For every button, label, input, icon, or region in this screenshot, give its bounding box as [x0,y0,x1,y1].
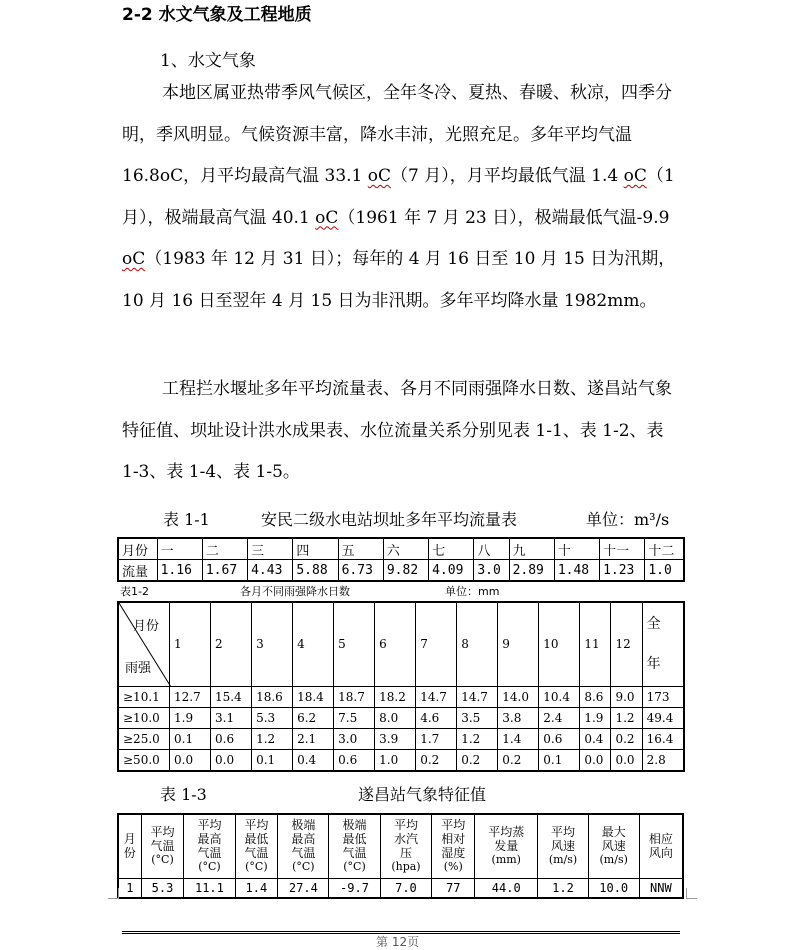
table2-cell: 1.2 [252,728,293,749]
table2-cell: 1.7 [416,728,457,749]
table1-flow: 1.0 [645,560,684,582]
table2-cell: 1.2 [611,707,642,728]
table2-cell: 0.6 [334,749,375,771]
table2-cell: 0.1 [252,749,293,771]
table2-cell: 0.0 [170,749,211,771]
table2-cell: 1.2 [457,728,498,749]
table-row [118,728,684,749]
table1-flow: 5.88 [293,560,338,582]
table2-total: 49.4 [642,707,684,728]
table2-month: 10 [539,602,580,686]
table2-cell: 1.9 [580,707,611,728]
table2-cell: 0.4 [293,749,334,771]
table3-header-line: 发量 [494,839,519,854]
subsection-title: 1、水文气象 [160,51,256,71]
table2-cell: 9.0 [611,686,642,707]
table1-flow-row [118,560,684,582]
table3-header-cell [235,814,278,878]
table3-header-cell [329,814,380,878]
table3-header-line: (°C) [343,860,366,874]
table3-header-line: 平均 [197,818,222,833]
table2-cell: 5.3 [252,707,293,728]
table3-header-line: 最大 [601,825,626,840]
table3-cell: 10.0 [588,878,639,898]
table2-total: 173 [642,686,684,707]
table2-cell: 0.1 [539,749,580,771]
table2-cell: 0.0 [580,749,611,771]
table1-month: 二 [202,538,247,560]
table1-month: 九 [509,538,554,560]
table3-header-line: 最高 [197,832,222,847]
table3-header-row [118,814,683,878]
table1-month: 六 [383,538,428,560]
table1-label-month: 月份 [118,538,157,560]
table2-month: 3 [252,602,293,686]
table3-header-line: 平均 [393,818,418,833]
table3-header-line: (hpa) [391,860,421,874]
table2-cell: 15.4 [211,686,252,707]
table3-cell: 11.1 [184,878,235,898]
table1-month: 十一 [600,538,645,560]
table3-cell: 1.2 [538,878,588,898]
table3-header-line: (°C) [245,860,268,874]
table1-month: 一 [157,538,202,560]
table2-cell: 1.9 [170,707,211,728]
table3-weather [117,813,684,899]
table2-row-label: ≥10.0 [118,707,170,728]
table3-header-line: 平均 [150,825,175,840]
table2-cell: 0.0 [211,749,252,771]
table2-cell: 0.2 [416,749,457,771]
table3-header-line: 相对 [441,832,466,847]
table2-cell: 14.0 [498,686,539,707]
table1-flow: 4.43 [248,560,293,582]
table3-header-line: 极端 [291,818,316,833]
table2-cell: 0.6 [211,728,252,749]
table3-header-line: 平均蒸 [488,825,525,840]
table2-cell: 4.6 [416,707,457,728]
table1-flow: 4.09 [429,560,474,582]
table3-header-cell [380,814,432,878]
table2-cell: 18.7 [334,686,375,707]
table3-header-cell [278,814,329,878]
table3-header-line: 水汽 [393,832,418,847]
table1-flow [117,537,685,582]
corner-mark [686,888,697,899]
table2-total: 2.8 [642,749,684,771]
table1-month: 十 [554,538,599,560]
table3-cell: 1.4 [235,878,278,898]
table3-header-line: 平均 [244,818,269,833]
paragraph-tables-intro: 工程拦水堰址多年平均流量表、各月不同雨强降水日数、遂昌站气象特征值、坝址设计洪水成果表、水位流量关系分别见表 1-1、表 1-2、表 1-3、表 1-4、表 1-5。 [122,379,672,482]
table3-cell: 44.0 [475,878,538,898]
table3-header-cell [475,814,538,878]
table2-cell: 14.7 [416,686,457,707]
table1-month: 八 [474,538,509,560]
table3-header-line: 最高 [291,832,316,847]
table1-flow: 1.48 [554,560,599,582]
table2-cell: 0.2 [611,728,642,749]
table2-cell: 12.7 [170,686,211,707]
table3-header-line: 相应 [648,832,673,847]
table3-header-line: 压 [399,846,412,861]
table-row [118,686,684,707]
table-row [118,707,684,728]
table2-cell: 7.5 [334,707,375,728]
table2-month: 2 [211,602,252,686]
table1-caption-title: 安民二级水电站坝址多年平均流量表 [261,510,518,529]
table3-header-line: 风速 [551,839,576,854]
table2-cell: 0.4 [580,728,611,749]
table2-cell: 0.2 [457,749,498,771]
table2-cell: 8.6 [580,686,611,707]
table3-header-line: (°C) [151,853,174,867]
table1-flow: 3.0 [474,560,509,582]
table3-header-line: 平均 [441,818,466,833]
table1-flow: 1.16 [157,560,202,582]
page-number: 第 12页 [376,935,420,949]
table2-cell: 18.2 [375,686,416,707]
table2-cell: 1.0 [375,749,416,771]
table2-cell: 0.1 [170,728,211,749]
table2-corner-cell [118,602,170,686]
table3-cell: -9.7 [329,878,380,898]
table3-header-line: (m/s) [599,853,628,867]
table1-month: 七 [429,538,474,560]
table3-header-line: (mm) [491,853,521,867]
table3-header-line: 最低 [244,832,269,847]
table2-month: 8 [457,602,498,686]
table2-cell: 18.4 [293,686,334,707]
table3-header-cell [538,814,588,878]
table2-row-label: ≥25.0 [118,728,170,749]
table3-header-line: 风速 [601,839,626,854]
table3-cell: 27.4 [278,878,329,898]
table2-total-2: 年 [646,656,661,673]
table3-header-line: 气温 [342,846,367,861]
table2-month: 12 [611,602,642,686]
table1-flow: 1.23 [600,560,645,582]
table1-caption-no: 表 1-1 [163,510,210,529]
table1-flow: 9.82 [383,560,428,582]
table2-total: 16.4 [642,728,684,749]
table3-header-cell [141,814,184,878]
paragraph-climate: 本地区属亚热带季风气候区，全年冬冷、夏热、春暖、秋凉，四季分明，季风明显。气候资源丰富，降水丰沛，光照充足。多年平均气温 16.8oC，月平均最高气温 33.1 oC（7 月），月平均最低气温 1.4 oC（1 月），极端最高气温 40.1 oC（1961 年 7 月 23 日），极端最低气温-9.9 oC（1983 年 12 月 31 日）；每年的 4 月 16 日至 10 月 15 日为汛期，10 月 16 日至翌年 4 月 15 日为非汛期。多年平均降水量 1982mm。 [122,83,676,311]
table2-caption-unit: 单位：mm [445,585,500,598]
table3-header-line: (m/s) [548,853,578,867]
table2-month: 11 [580,602,611,686]
table1-month: 三 [248,538,293,560]
table2-cell: 1.4 [498,728,539,749]
table1-flow: 6.73 [338,560,383,582]
table3-header-line: 湿度 [441,846,466,861]
table3-caption-no: 表 1-3 [160,785,207,804]
table2-cell: 8.0 [375,707,416,728]
section-heading: 2-2 水文气象及工程地质 [122,5,312,25]
table2-cell: 14.7 [457,686,498,707]
table3-header-line: 最低 [342,832,367,847]
table3-header-cell [639,814,683,878]
table3-header-line: (°C) [198,860,221,874]
table2-month: 1 [170,602,211,686]
table1-flow: 1.67 [202,560,247,582]
table3-header-line: 平均 [551,825,576,840]
table2-cell: 3.0 [334,728,375,749]
table3-cell: 1 [118,878,141,898]
table3-header-line: (°C) [292,860,315,874]
table2-month: 6 [375,602,416,686]
table2-month: 5 [334,602,375,686]
table3-cell: NNW [639,878,683,898]
table1-month: 十二 [645,538,684,560]
table3-header-line: 气温 [291,846,316,861]
table2-cell: 0.6 [539,728,580,749]
table3-header-line: 极端 [342,818,367,833]
table2-caption-no: 表1-2 [120,585,149,598]
corner-mark [108,888,119,899]
table3-header-line: 气温 [244,846,269,861]
table3-header-line: (%) [443,860,463,874]
table1-month: 四 [293,538,338,560]
table2-rain-days [117,601,685,772]
table1-label-flow: 流量 [118,560,157,582]
table2-cell: 0.0 [611,749,642,771]
table3-cell: 7.0 [380,878,432,898]
table2-total-header [642,602,684,686]
table2-cell: 18.6 [252,686,293,707]
table3-cell: 5.3 [141,878,184,898]
table1-month-row [118,538,684,560]
table2-cell: 3.5 [457,707,498,728]
table3-header-cell [432,814,475,878]
table1-month: 五 [338,538,383,560]
table3-header-cell [184,814,235,878]
table3-header-line: 月 [123,832,136,847]
table2-row-label: ≥10.1 [118,686,170,707]
table2-caption-title: 各月不同雨强降水日数 [240,585,350,598]
table2-cell: 3.1 [211,707,252,728]
table2-row-label: ≥50.0 [118,749,170,771]
table3-header-line: 份 [123,846,136,861]
table2-header-month: 月份 [133,619,160,634]
table3-header-cell [118,814,141,878]
table2-cell: 0.2 [498,749,539,771]
table-row [118,749,684,771]
table2-header-row [118,602,684,686]
table2-cell: 6.2 [293,707,334,728]
table2-month: 7 [416,602,457,686]
table2-header-rain: 雨强 [125,661,152,676]
table2-cell: 2.1 [293,728,334,749]
table3-caption-title: 遂昌站气象特征值 [358,785,487,804]
table2-month: 4 [293,602,334,686]
table3-header-line: 气温 [197,846,222,861]
table3-header-line: 风向 [648,846,673,861]
footer-divider [122,931,680,932]
table1-caption-unit: 单位：m³/s [586,510,670,529]
table-row [118,878,683,898]
table3-cell: 77 [432,878,475,898]
table3-header-cell [588,814,639,878]
table2-cell: 3.9 [375,728,416,749]
table3-header-line: 气温 [150,839,175,854]
table2-total-1: 全 [646,616,661,633]
table1-flow: 2.89 [509,560,554,582]
table2-month: 9 [498,602,539,686]
table2-cell: 10.4 [539,686,580,707]
table2-cell: 2.4 [539,707,580,728]
table2-cell: 3.8 [498,707,539,728]
